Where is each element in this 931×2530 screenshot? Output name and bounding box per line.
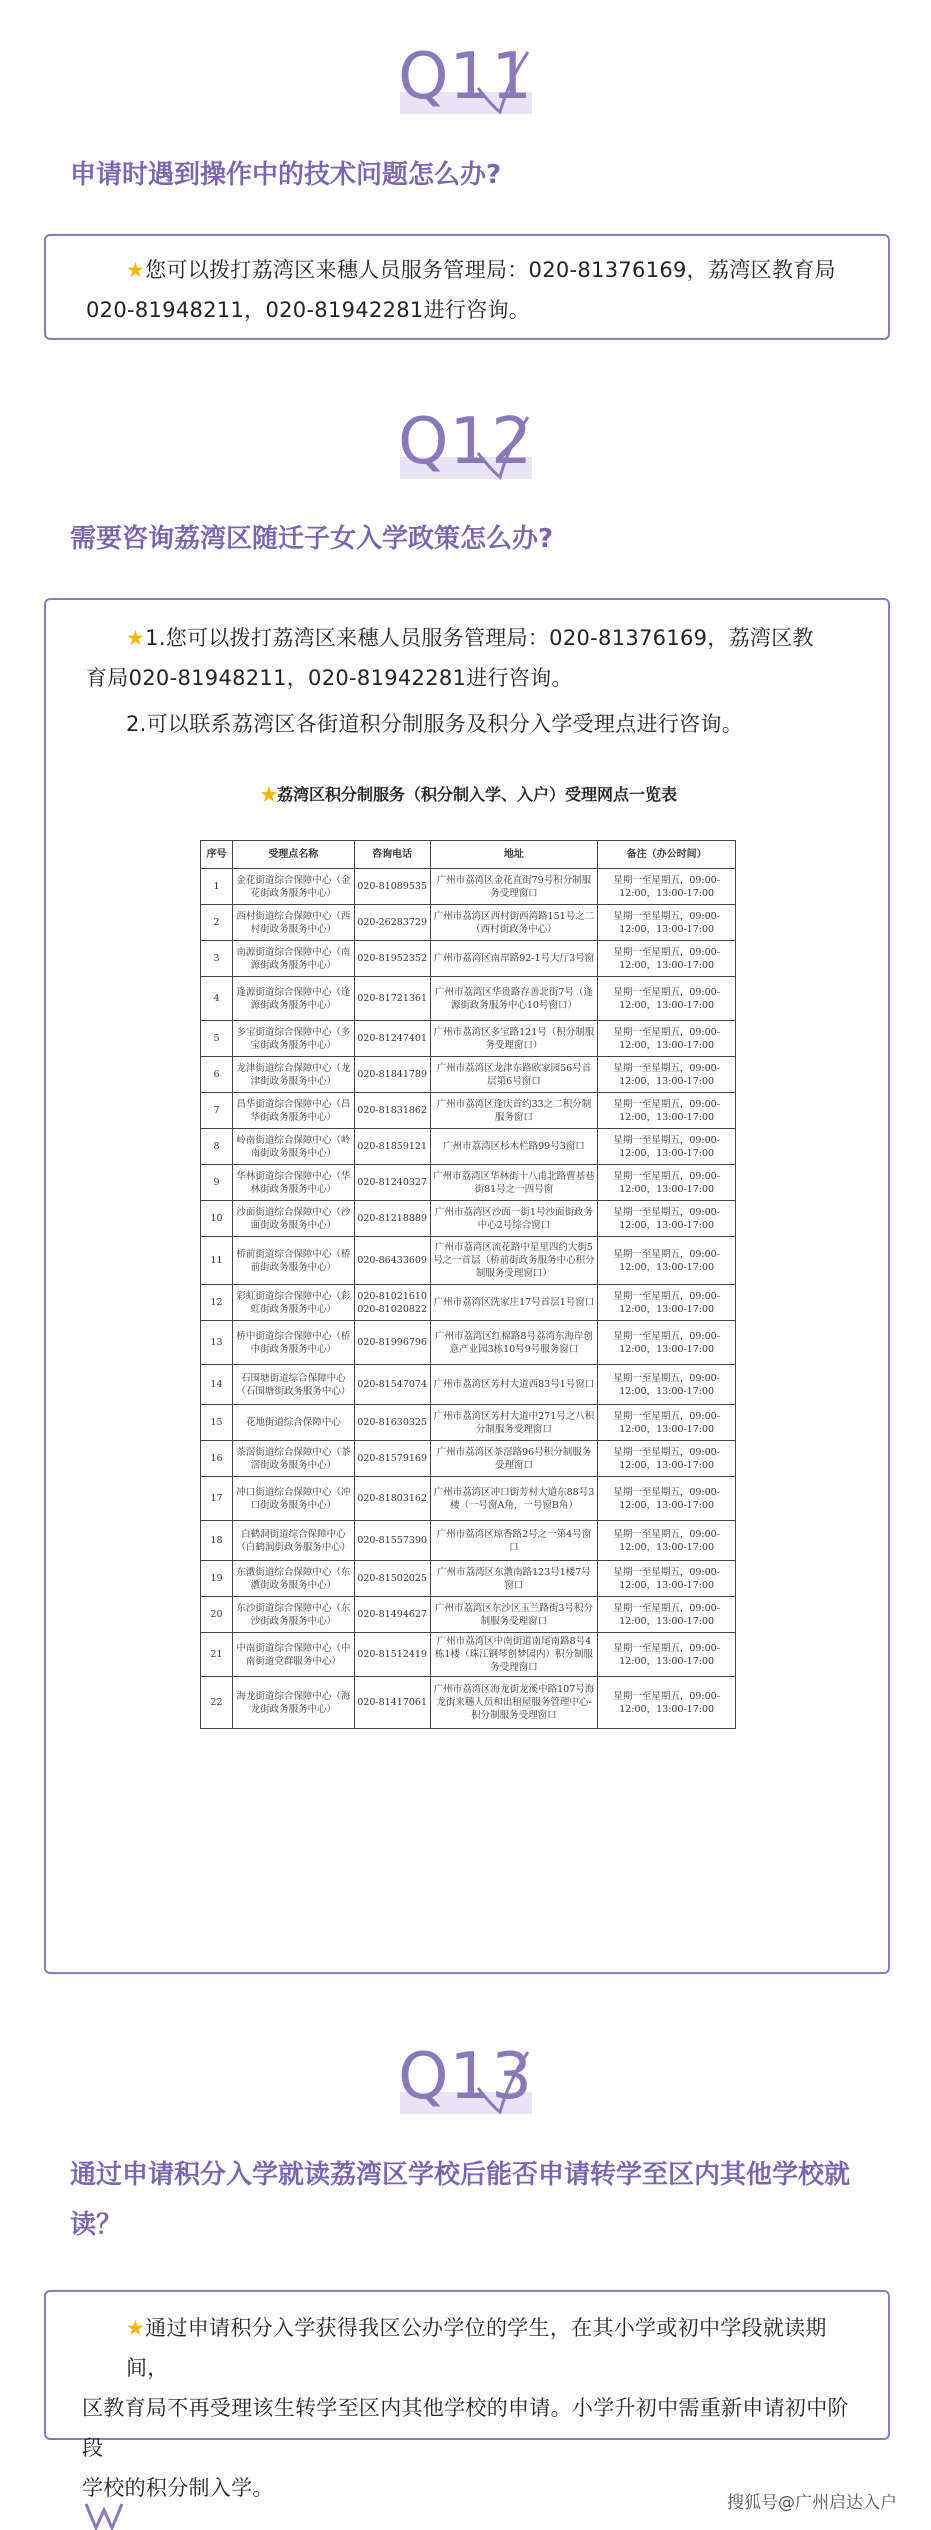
check-mark-icon (470, 2048, 530, 2118)
row-index: 21 (201, 1633, 233, 1677)
row-index: 20 (201, 1597, 233, 1633)
row-index: 7 (201, 1093, 233, 1129)
service-point-name: 华林街道综合保障中心（华林街政务服务中心） (232, 1165, 354, 1201)
q13-answer-line: 区教育局不再受理该生转学至区内其他学校的申请。小学升初中需重新申请初中阶段 (82, 2396, 849, 2460)
address: 广州市荔湾区多宝路121号（积分制服务受理窗口） (430, 1021, 598, 1057)
header-cell: 地址 (430, 841, 598, 869)
header-cell: 受理点名称 (232, 841, 354, 869)
table-row (201, 905, 736, 941)
office-hours: 星期一至星期五，09:00-12:00，13:00-17:00 (598, 1597, 736, 1633)
star-icon: ★ (126, 626, 146, 650)
watermark: 搜狐号@广州启达入户 (727, 2493, 897, 2513)
q12-number: Q12 (398, 405, 533, 479)
service-point-name: 花地街道综合保障中心 (232, 1405, 354, 1441)
star-icon: ★ (126, 2316, 146, 2340)
address: 广州市荔湾区西村街西湾路151号之二（西村街政务中心） (430, 905, 598, 941)
row-index: 10 (201, 1201, 233, 1237)
row-index: 15 (201, 1405, 233, 1441)
office-hours: 星期一至星期五，09:00-12:00，13:00-17:00 (598, 1521, 736, 1561)
row-index: 17 (201, 1477, 233, 1521)
row-index: 9 (201, 1165, 233, 1201)
service-point-name: 沙面街道综合保障中心（沙面街政务服务中心） (232, 1201, 354, 1237)
office-hours: 星期一至星期五，09:00-12:00，13:00-17:00 (598, 1057, 736, 1093)
phone-number: 020-81630325 (354, 1405, 430, 1441)
table-row (201, 977, 736, 1021)
table-row (201, 1057, 736, 1093)
service-point-name: 中南街道综合保障中心（中南街道党群服务中心） (232, 1633, 354, 1677)
q13-number: Q13 (398, 2040, 533, 2114)
table-body (201, 869, 736, 1729)
phone-number: 020-26283729 (354, 905, 430, 941)
office-hours: 星期一至星期五，09:00-12:00，13:00-17:00 (598, 1633, 736, 1677)
address: 广州市荔湾区华贵路存善北街7号（逢源街政务服务中心10号窗口） (430, 977, 598, 1021)
row-index: 14 (201, 1365, 233, 1405)
phone-number: 020-86433609 (354, 1237, 430, 1285)
phone-number: 020-81512419 (354, 1633, 430, 1677)
office-hours: 星期一至星期五，09:00-12:00，13:00-17:00 (598, 1285, 736, 1321)
q12-answer-line: 育局020-81948211，020-81942281进行咨询。 (86, 666, 573, 690)
table-row (201, 1093, 736, 1129)
row-index: 19 (201, 1561, 233, 1597)
address: 广州市荔湾区红棉路8号荔湾东海岸创意产业园3栋10号9号服务窗口 (430, 1321, 598, 1365)
office-hours: 星期一至星期五，09:00-12:00，13:00-17:00 (598, 941, 736, 977)
office-hours: 星期一至星期五，09:00-12:00，13:00-17:00 (598, 1405, 736, 1441)
office-hours: 星期一至星期五，09:00-12:00，13:00-17:00 (598, 1321, 736, 1365)
address: 广州市荔湾区金花直街79号积分制服务受理窗口 (430, 869, 598, 905)
header-cell: 序号 (201, 841, 233, 869)
table-header-row (201, 841, 736, 869)
office-hours: 星期一至星期五，09:00-12:00，13:00-17:00 (598, 1021, 736, 1057)
phone-number: 020-81502025 (354, 1561, 430, 1597)
table-row (201, 1285, 736, 1321)
q13-answer-line: 学校的积分制入学。 (82, 2476, 274, 2500)
q12-title: 需要咨询荔湾区随迁子女入学政策怎么办? (70, 524, 554, 554)
phone-number: 020-81089535 (354, 869, 430, 905)
service-points-table (200, 840, 736, 1729)
table-row (201, 1021, 736, 1057)
q11-number: Q11 (398, 40, 533, 114)
row-index: 5 (201, 1021, 233, 1057)
phone-number: 020-81417061 (354, 1677, 430, 1729)
office-hours: 星期一至星期五，09:00-12:00，13:00-17:00 (598, 1561, 736, 1597)
address: 广州市荔湾区芳村大道中271号之八积分制服务受理窗口 (430, 1405, 598, 1441)
service-point-name: 金花街道综合保障中心（金花街政务服务中心） (232, 869, 354, 905)
office-hours: 星期一至星期五，09:00-12:00，13:00-17:00 (598, 1093, 736, 1129)
office-hours: 星期一至星期五，09:00-12:00，13:00-17:00 (598, 905, 736, 941)
address: 广州市荔湾区华林街十八甫北路曹基巷街81号之一四号窗 (430, 1165, 598, 1201)
address: 广州市荔湾区沙面一街1号沙面街政务中心2号综合窗口 (430, 1201, 598, 1237)
table-row (201, 941, 736, 977)
row-index: 4 (201, 977, 233, 1021)
check-mark-icon (470, 48, 530, 118)
phone-number: 020-81841789 (354, 1057, 430, 1093)
table-row (201, 1165, 736, 1201)
service-point-name: 彩虹街道综合保障中心（彩虹街政务服务中心） (232, 1285, 354, 1321)
service-point-name: 冲口街道综合保障中心（冲口街政务服务中心） (232, 1477, 354, 1521)
service-point-name: 西村街道综合保障中心（西村街政务服务中心） (232, 905, 354, 941)
row-index: 16 (201, 1441, 233, 1477)
row-index: 2 (201, 905, 233, 941)
address: 广州市荔湾区杉木栏路99号3窗口 (430, 1129, 598, 1165)
row-index: 6 (201, 1057, 233, 1093)
address: 广州市荔湾区逢庆首约33之二积分制服务窗口 (430, 1093, 598, 1129)
phone-number: 020-81579169 (354, 1441, 430, 1477)
office-hours: 星期一至星期五，09:00-12:00，13:00-17:00 (598, 869, 736, 905)
q11-answer-box (44, 234, 890, 340)
table-row (201, 1633, 736, 1677)
office-hours: 星期一至星期五，09:00-12:00，13:00-17:00 (598, 1477, 736, 1521)
address: 广州市荔湾区洗家庄17号首层1号窗口 (430, 1285, 598, 1321)
service-point-name: 东漖街道综合保障中心（东漖街政务服务中心） (232, 1561, 354, 1597)
address: 广州市荔湾区海龙街龙溪中路107号海龙街来穗人员和出租屋服务管理中心-积分制服务受理窗口 (430, 1677, 598, 1729)
office-hours: 星期一至星期五，09:00-12:00，13:00-17:00 (598, 1201, 736, 1237)
star-icon: ★ (126, 258, 146, 282)
service-point-name: 多宝街道综合保障中心（多宝街政务服务中心） (232, 1021, 354, 1057)
phone-number: 020-81247401 (354, 1021, 430, 1057)
q13-answer-line: ★通过申请积分入学获得我区公办学位的学生，在其小学或初中学段就读期间， (126, 2316, 827, 2380)
q11-header (0, 40, 931, 130)
table-row (201, 1677, 736, 1729)
table-row (201, 1365, 736, 1405)
next-section-deco-icon (82, 2500, 132, 2530)
table-row (201, 1405, 736, 1441)
table-row (201, 1441, 736, 1477)
table-row (201, 1321, 736, 1365)
office-hours: 星期一至星期五，09:00-12:00，13:00-17:00 (598, 1237, 736, 1285)
row-index: 3 (201, 941, 233, 977)
service-point-name: 白鹤洞街道综合保障中心（白鹤洞街政务服务中心） (232, 1521, 354, 1561)
q13-title-line: 读？ (70, 2210, 123, 2240)
table-row (201, 1129, 736, 1165)
phone-number: 020-81547074 (354, 1365, 430, 1405)
table-row (201, 1561, 736, 1597)
header-cell: 咨询电话 (354, 841, 430, 869)
q12-answer-line: 2.可以联系荔湾区各街道积分制服务及积分入学受理点进行咨询。 (126, 712, 744, 736)
address: 广州市荔湾区琼香路2号之一第4号窗口 (430, 1521, 598, 1561)
office-hours: 星期一至星期五，09:00-12:00，13:00-17:00 (598, 1129, 736, 1165)
phone-number: 020-81952352 (354, 941, 430, 977)
service-point-name: 桥前街道综合保障中心（桥前街政务服务中心） (232, 1237, 354, 1285)
phone-number: 020-81721361 (354, 977, 430, 1021)
table-row (201, 1477, 736, 1521)
row-index: 18 (201, 1521, 233, 1561)
address: 广州市荔湾区南岸路92-1号大厅3号窗 (430, 941, 598, 977)
service-point-name: 桥中街道综合保障中心（桥中街政务服务中心） (232, 1321, 354, 1365)
row-index: 22 (201, 1677, 233, 1729)
q13-answer-box (44, 2290, 890, 2500)
row-index: 11 (201, 1237, 233, 1285)
service-point-name: 海龙街道综合保障中心（海龙街政务服务中心） (232, 1677, 354, 1729)
q13-header (0, 2040, 931, 2130)
row-index: 12 (201, 1285, 233, 1321)
office-hours: 星期一至星期五，09:00-12:00，13:00-17:00 (598, 1441, 736, 1477)
address: 广州市荔湾区冲口街芳村大道东88号3楼（一号窗A角，一号窗B角） (430, 1477, 598, 1521)
service-point-name: 龙津街道综合保障中心（龙津街政务服务中心） (232, 1057, 354, 1093)
service-point-name: 岭南街道综合保障中心（岭南街政务服务中心） (232, 1129, 354, 1165)
check-mark-icon (470, 413, 530, 483)
address: 广州市荔湾区东漖南路123号1楼7号窗口 (430, 1561, 598, 1597)
service-point-name: 茶滘街道综合保障中心（茶滘街政务服务中心） (232, 1441, 354, 1477)
q11-answer-line: 020-81948211，020-81942281进行咨询。 (86, 298, 531, 322)
table-title: ★荔湾区积分制服务（积分制入学、入户）受理网点一览表 (260, 785, 678, 804)
office-hours: 星期一至星期五，09:00-12:00，13:00-17:00 (598, 977, 736, 1021)
table-row (201, 1237, 736, 1285)
q11-title: 申请时遇到操作中的技术问题怎么办? (70, 160, 502, 190)
address: 广州市荔湾区龙津东路欧家园56号首层第6号窗口 (430, 1057, 598, 1093)
service-point-name: 逢源街道综合保障中心（逢源街政务服务中心） (232, 977, 354, 1021)
phone-number: 020-81996796 (354, 1321, 430, 1365)
phone-number: 020-81021610 020-81020822 (354, 1285, 430, 1321)
address: 广州市荔湾区中南街道南尾南路8号4栋1楼（珠江钢琴创梦园内）积分制服务受理窗口 (430, 1633, 598, 1677)
q12-answer-line: ★1.您可以拨打荔湾区来穗人员服务管理局：020-81376169，荔湾区教 (126, 626, 814, 650)
header-cell: 备注（办公时间） (598, 841, 736, 869)
q11-answer-line: ★您可以拨打荔湾区来穗人员服务管理局：020-81376169，荔湾区教育局 (126, 258, 836, 282)
phone-number: 020-81859121 (354, 1129, 430, 1165)
office-hours: 星期一至星期五，09:00-12:00，13:00-17:00 (598, 1677, 736, 1729)
table-row (201, 1201, 736, 1237)
row-index: 1 (201, 869, 233, 905)
star-icon: ★ (260, 785, 277, 804)
service-point-name: 南源街道综合保障中心（南源街政务服务中心） (232, 941, 354, 977)
service-point-name: 东沙街道综合保障中心（东沙街政务服务中心） (232, 1597, 354, 1633)
phone-number: 020-81803162 (354, 1477, 430, 1521)
service-point-name: 昌华街道综合保障中心（昌华街政务服务中心） (232, 1093, 354, 1129)
q13-title-line: 通过申请积分入学就读荔湾区学校后能否申请转学至区内其他学校就 (70, 2160, 851, 2190)
service-point-name: 石围塘街道综合保障中心（石围塘街政务服务中心） (232, 1365, 354, 1405)
row-index: 13 (201, 1321, 233, 1365)
table-row (201, 1597, 736, 1633)
phone-number: 020-81218889 (354, 1201, 430, 1237)
phone-number: 020-81494627 (354, 1597, 430, 1633)
office-hours: 星期一至星期五，09:00-12:00，13:00-17:00 (598, 1165, 736, 1201)
office-hours: 星期一至星期五，09:00-12:00，13:00-17:00 (598, 1365, 736, 1405)
phone-number: 020-81557390 (354, 1521, 430, 1561)
address: 广州市荔湾区茶滘路96号积分制服务受理窗口 (430, 1441, 598, 1477)
phone-number: 020-81831862 (354, 1093, 430, 1129)
phone-number: 020-81240327 (354, 1165, 430, 1201)
address: 广州市荔湾区东沙区玉兰路街3号积分制服务受理窗口 (430, 1597, 598, 1633)
q12-answer-box (44, 598, 890, 1974)
q13-title (70, 2150, 870, 2250)
table-row (201, 869, 736, 905)
table-row (201, 1521, 736, 1561)
address: 广州市荔湾区流花路中星里四约大街5号之一首层（桥前街政务服务中心积分制服务受理窗口） (430, 1237, 598, 1285)
address: 广州市荔湾区芳村大道西83号1号窗口 (430, 1365, 598, 1405)
q12-header (0, 405, 931, 495)
row-index: 8 (201, 1129, 233, 1165)
